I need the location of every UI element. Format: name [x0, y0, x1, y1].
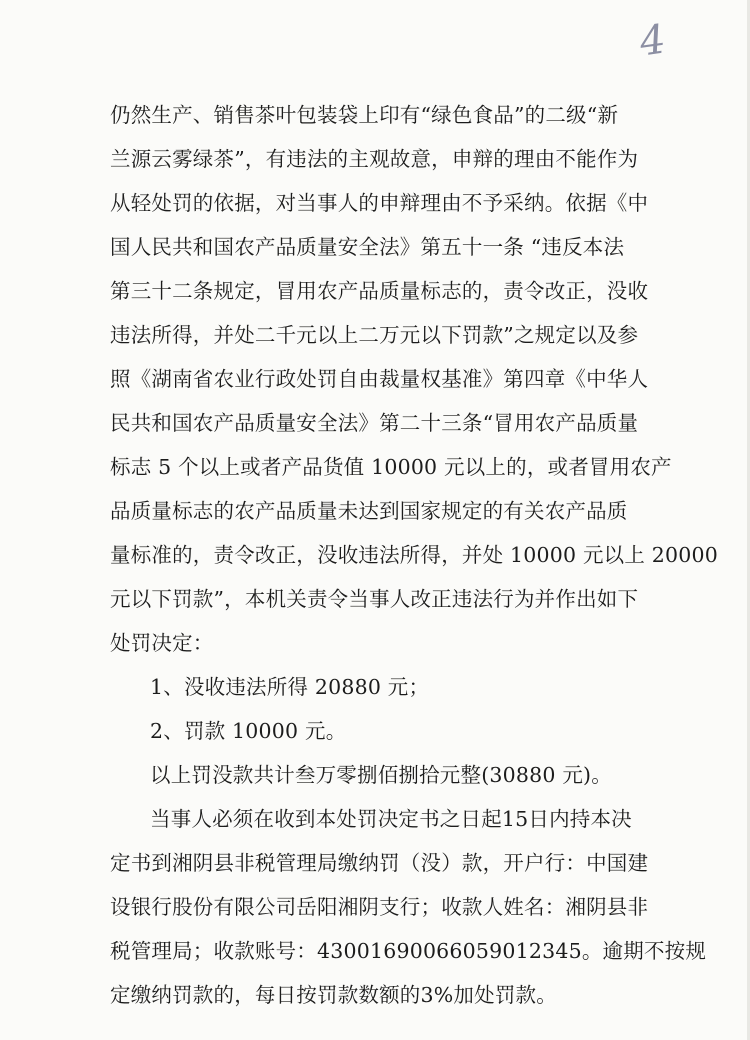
text-line-10: 品质量标志的农产品质量未达到国家规定的有关农产品质	[110, 499, 628, 523]
text-line-6: 违法所得，并处二千元以上二万元以下罚款”之规定以及参	[110, 323, 639, 347]
text-line-4: 国人民共和国农产品质量安全法》第五十一条 “违反本法	[110, 235, 625, 259]
text-line-12: 元以下罚款”，本机关责令当事人改正违法行为并作出如下	[110, 587, 639, 611]
text-line-2: 兰源云雾绿茶”，有违法的主观故意，申辩的理由不能作为	[110, 147, 639, 171]
text-line-9: 标志 5 个以上或者产品货值 10000 元以上的，或者冒用农产	[110, 455, 672, 479]
decision-item-1: 1、没收违法所得 20880 元；	[150, 675, 430, 699]
text-line-1: 仍然生产、销售茶叶包装袋上印有“绿色食品”的二级“新	[110, 103, 619, 127]
text-line-3: 从轻处罚的依据，对当事人的申辩理由不予采纳。依据《中	[110, 191, 649, 215]
text-line-7: 照《湖南省农业行政处罚自由裁量权基准》第四章《中华人	[110, 367, 649, 391]
text-line-11: 量标准的，责令改正，没收违法所得，并处 10000 元以上 20000	[110, 543, 718, 567]
text-line-5: 第三十二条规定，冒用农产品质量标志的，责令改正，没收	[110, 279, 649, 303]
payment-line-1: 当事人必须在收到本处罚决定书之日起15日内持本决	[150, 807, 632, 831]
page-number: 4	[636, 16, 669, 66]
decision-item-2: 2、罚款 10000 元。	[150, 719, 347, 743]
payment-line-2: 定书到湘阴县非税管理局缴纳罚（没）款，开户行：中国建	[110, 851, 649, 875]
text-line-13: 处罚决定：	[110, 631, 214, 655]
total-amount-line: 以上罚没款共计叁万零捌佰捌拾元整(30880 元)。	[150, 763, 612, 787]
text-line-8: 民共和国农产品质量安全法》第二十三条“冒用农产品质量	[110, 411, 639, 435]
payment-line-5: 定缴纳罚款的，每日按罚款数额的3%加处罚款。	[110, 983, 557, 1007]
payment-line-4: 税管理局；收款账号：43001690066059012345。逾期不按规	[110, 939, 707, 963]
payment-line-3: 设银行股份有限公司岳阳湘阴支行；收款人姓名：湘阴县非	[110, 895, 649, 919]
